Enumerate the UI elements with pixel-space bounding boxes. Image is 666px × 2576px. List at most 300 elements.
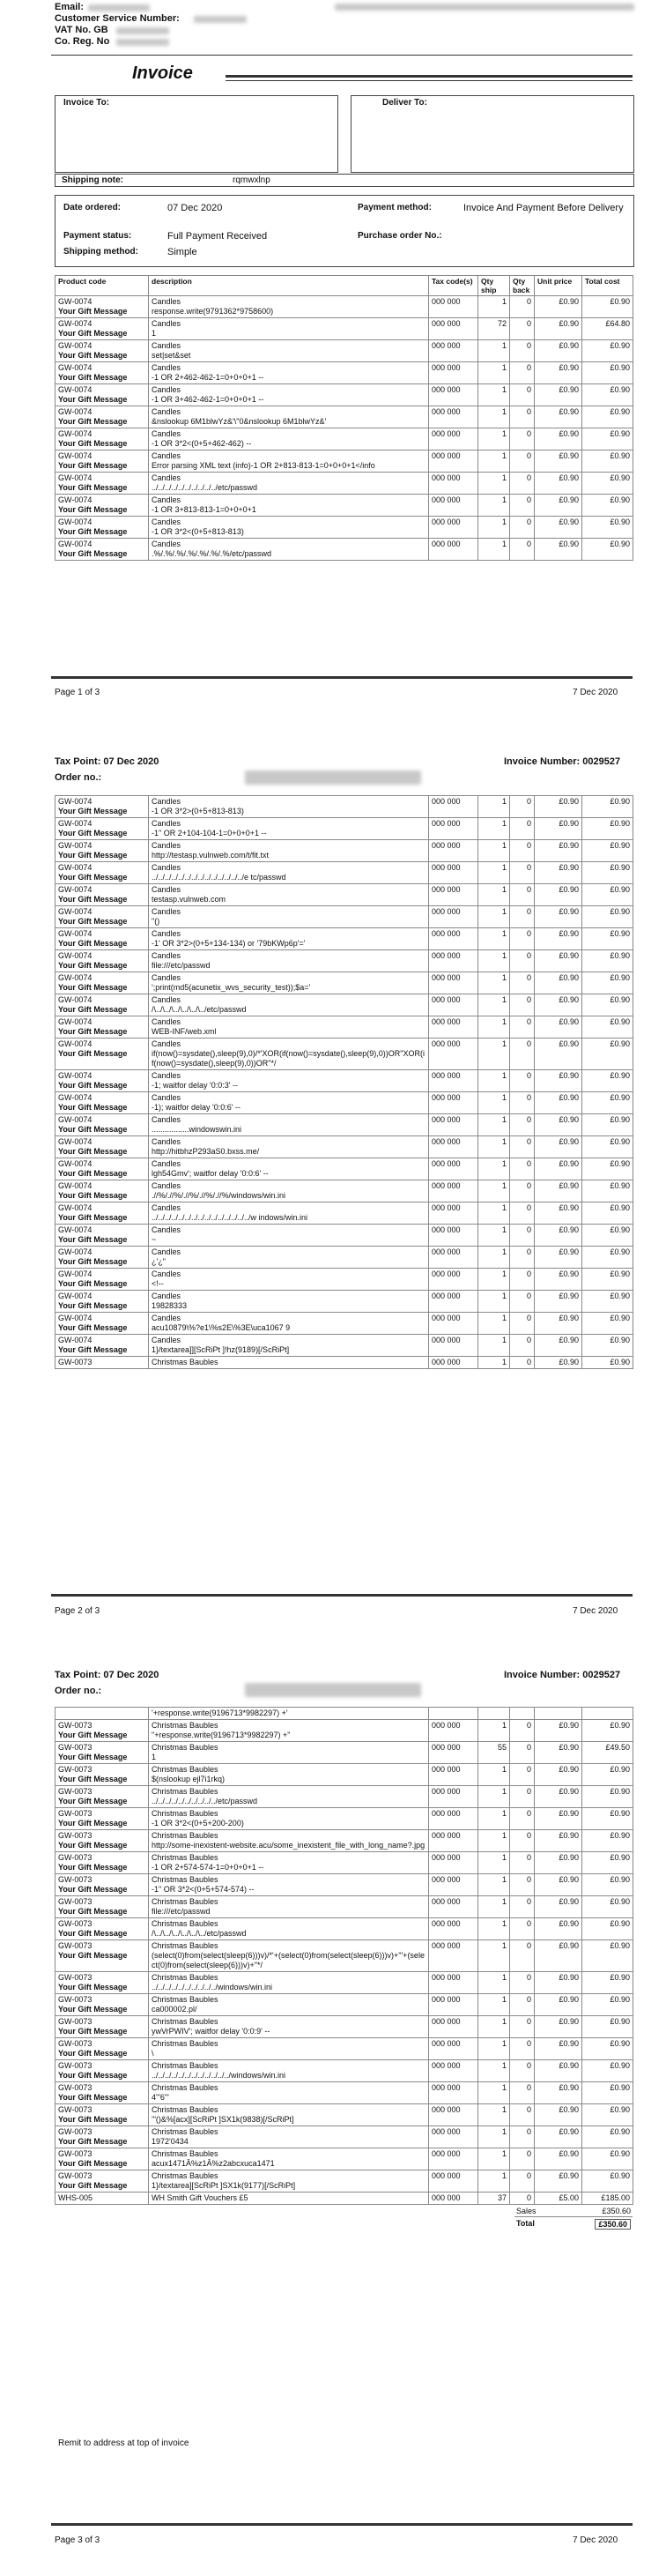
product-code: GW-0074 — [58, 1181, 92, 1190]
qty-back-cell: 0 — [510, 1786, 535, 1808]
unit-price-cell: £5.00 — [535, 2193, 582, 2205]
invoice-to-label: Invoice To: — [63, 98, 110, 108]
product-code-cell — [56, 862, 149, 884]
description-cell — [149, 906, 429, 928]
total-cost-cell: £0.90 — [582, 450, 633, 473]
description-cell — [149, 1786, 429, 1808]
qty-ship-cell: 1 — [478, 2170, 510, 2193]
description-cell — [149, 406, 429, 428]
qty-ship-cell: 1 — [478, 2060, 510, 2082]
table-row — [56, 1940, 633, 1972]
tax-codes-cell: 000 000 — [429, 906, 478, 928]
page1-date: 7 Dec 2020 — [573, 688, 618, 697]
qty-back-cell: 0 — [510, 2038, 535, 2060]
gift-message-label: Your Gift Message — [58, 1279, 128, 1288]
qty-ship-cell: 1 — [478, 384, 510, 406]
page2-order-no-redacted — [245, 771, 421, 785]
total-cost-cell: £185.00 — [582, 2193, 633, 2205]
product-name: Candles — [152, 473, 181, 482]
product-code: GW-0074 — [58, 973, 92, 982]
table-row — [56, 2193, 633, 2205]
tax-codes-cell: 000 000 — [429, 972, 478, 994]
gift-message: -1 OR 3*2<(0+5+200-200) — [152, 1819, 244, 1828]
qty-back-cell: 0 — [510, 884, 535, 906]
gift-message-label: Your Gift Message — [58, 395, 128, 404]
gift-message: ../../../../../../../../../../../../windows/win.ini — [152, 2071, 286, 2080]
table-row — [56, 428, 633, 450]
qty-back-cell: 0 — [510, 818, 535, 840]
product-code-cell — [56, 1742, 149, 1764]
gift-message: '"()&%[acx][ScRiPt ]SX1k(9838)[/ScRiPt] — [152, 2115, 294, 2124]
gift-message: -1 OR 3*2<(0+5+813-813) — [152, 527, 244, 536]
qty-back-cell: 0 — [510, 2126, 535, 2148]
tax-codes-cell: 000 000 — [429, 1247, 478, 1269]
unit-price-cell: £0.90 — [535, 1114, 582, 1136]
description-cell — [149, 2038, 429, 2060]
gift-message: .//%/.//%/.//%/.//%/.//%/windows/win.ini — [152, 1191, 286, 1200]
unit-price-cell: £0.90 — [535, 1158, 582, 1180]
total-value: £350.60 — [595, 2219, 631, 2230]
gift-message: lgh54Gmv'; waitfor delay '0:0:6' -- — [152, 1169, 269, 1178]
table-row — [56, 2104, 633, 2126]
total-cost-cell: £0.90 — [582, 1016, 633, 1039]
qty-back-cell: 0 — [510, 2148, 535, 2170]
product-name: Candles — [152, 429, 181, 438]
description-cell — [149, 1972, 429, 1994]
description-cell — [149, 1016, 429, 1039]
product-code: GW-0073 — [58, 1941, 92, 1950]
product-code-cell — [56, 1269, 149, 1291]
gift-message-label: Your Gift Message — [58, 505, 128, 514]
description-cell — [149, 2082, 429, 2104]
tax-codes-cell: 000 000 — [429, 296, 478, 318]
page2-invoice-number: Invoice Number: 0029527 — [504, 756, 621, 767]
table-row — [56, 840, 633, 862]
product-code: GW-0074 — [58, 929, 92, 938]
product-name: Christmas Baubles — [152, 1897, 218, 1906]
tax-codes-cell: 000 000 — [429, 818, 478, 840]
table-row — [56, 1918, 633, 1940]
product-code: GW-0074 — [58, 1017, 92, 1026]
product-name: Candles — [152, 841, 181, 850]
tax-codes-cell: 000 000 — [429, 1764, 478, 1786]
page3-date: 7 Dec 2020 — [573, 2535, 618, 2545]
unit-price-cell: £0.90 — [535, 428, 582, 450]
description-cell — [149, 884, 429, 906]
total-cost-cell: £0.90 — [582, 340, 633, 362]
table-row — [56, 473, 633, 495]
table-row — [56, 884, 633, 906]
gift-message-label: Your Gift Message — [58, 2159, 128, 2168]
tax-codes-cell: 000 000 — [429, 495, 478, 517]
gift-message: -1" OR 3*2<(0+5+574-574) -- — [152, 1885, 255, 1894]
product-code: GW-0073 — [58, 1787, 92, 1796]
description-cell — [149, 296, 429, 318]
description-cell — [149, 340, 429, 362]
product-code: GW-0074 — [58, 907, 92, 916]
product-code-cell — [56, 950, 149, 972]
qty-back-cell: 0 — [510, 539, 535, 561]
tax-codes-cell: 000 000 — [429, 1225, 478, 1247]
tax-codes-cell: 000 000 — [429, 2170, 478, 2193]
qty-ship-cell: 1 — [478, 1039, 510, 1070]
description-cell — [149, 1225, 429, 1247]
product-name: Christmas Baubles — [152, 2061, 218, 2070]
table-row — [56, 1039, 633, 1070]
tax-codes-cell: 000 000 — [429, 950, 478, 972]
shipping-method-label: Shipping method: — [63, 247, 138, 257]
table-row — [56, 1136, 633, 1158]
qty-ship-cell: 1 — [478, 884, 510, 906]
product-code-cell — [56, 2060, 149, 2082]
unit-price-cell: £0.90 — [535, 840, 582, 862]
product-code-cell — [56, 296, 149, 318]
total-cost-cell: £0.90 — [582, 406, 633, 428]
unit-price-cell: £0.90 — [535, 1269, 582, 1291]
qty-back-cell: 0 — [510, 517, 535, 539]
gift-message: -1 OR 3*2>(0+5+813-813) — [152, 807, 244, 815]
qty-back-cell: 0 — [510, 1994, 535, 2016]
qty-back-cell: 0 — [510, 340, 535, 362]
product-name: Candles — [152, 885, 181, 894]
product-code: GW-0073 — [58, 2083, 92, 2092]
total-cost-cell: £0.90 — [582, 884, 633, 906]
product-code-cell — [56, 1092, 149, 1114]
gift-message-label: Your Gift Message — [58, 1147, 128, 1156]
product-name: Candles — [152, 363, 181, 372]
product-name: Candles — [152, 797, 181, 806]
tax-codes-cell: 000 000 — [429, 517, 478, 539]
product-name: Christmas Baubles — [152, 1919, 218, 1928]
qty-ship-cell: 1 — [478, 1225, 510, 1247]
invoice-title: Invoice — [132, 63, 193, 83]
product-name: Christmas Baubles — [152, 2127, 218, 2136]
total-cost-cell: £0.90 — [582, 1764, 633, 1786]
product-code-cell — [56, 1202, 149, 1225]
tax-codes-cell: 000 000 — [429, 1742, 478, 1764]
gift-message-label: Your Gift Message — [58, 1819, 128, 1828]
product-code-cell — [56, 495, 149, 517]
gift-message-label: Your Gift Message — [58, 1169, 128, 1178]
total-cost-cell: £0.90 — [582, 972, 633, 994]
product-code: WHS-005 — [58, 2193, 93, 2202]
unit-price-cell: £0.90 — [535, 1291, 582, 1313]
description-cell — [149, 384, 429, 406]
gift-message: .%/.%/.%/.%/.%/.%/.%/etc/passwd — [152, 549, 272, 558]
table-row — [56, 384, 633, 406]
qty-ship-cell: 1 — [478, 1357, 510, 1369]
product-code-cell — [56, 972, 149, 994]
gift-message-label: Your Gift Message — [58, 1345, 128, 1354]
qty-ship-cell: 1 — [478, 928, 510, 950]
tax-codes-cell: 000 000 — [429, 1039, 478, 1070]
description-cell — [149, 994, 429, 1016]
product-code: GW-0073 — [58, 1765, 92, 1774]
gift-message: 1 — [152, 1753, 157, 1761]
description-cell — [149, 862, 429, 884]
gift-message: <!-- — [152, 1279, 164, 1288]
product-name: Candles — [152, 1039, 181, 1048]
product-code-cell — [56, 2082, 149, 2104]
address-redacted — [335, 4, 634, 11]
gift-message-label: Your Gift Message — [58, 1027, 128, 1036]
description-cell — [149, 1180, 429, 1202]
tax-codes-cell: 000 000 — [429, 1016, 478, 1039]
co-reg-label: Co. Reg. No — [55, 36, 110, 47]
description-cell — [149, 2148, 429, 2170]
qty-ship-cell: 1 — [478, 2082, 510, 2104]
description-cell — [149, 796, 429, 818]
qty-ship-cell: 1 — [478, 950, 510, 972]
gift-message-label: Your Gift Message — [58, 307, 128, 316]
product-code: GW-0074 — [58, 841, 92, 850]
gift-message: testasp.vulnweb.com — [152, 895, 226, 904]
product-name: Candles — [152, 1247, 181, 1256]
product-code-cell — [56, 818, 149, 840]
unit-price-cell: £0.90 — [535, 495, 582, 517]
col-description: description — [149, 276, 429, 296]
gift-message: http://hitbhzP293aS0.bxss.me/ — [152, 1147, 260, 1156]
shipping-note-value: rqmwxlnp — [233, 175, 270, 185]
product-code-cell — [56, 1830, 149, 1852]
date-ordered-label: Date ordered: — [63, 203, 122, 212]
date-ordered-value: 07 Dec 2020 — [167, 203, 223, 213]
product-name: Candles — [152, 341, 181, 350]
phone-redacted — [194, 16, 247, 23]
product-name: Christmas Baubles — [152, 1973, 218, 1982]
page2-date: 7 Dec 2020 — [573, 1606, 618, 1616]
qty-ship-cell: 1 — [478, 862, 510, 884]
qty-back-cell: 0 — [510, 2060, 535, 2082]
qty-back-cell: 0 — [510, 1291, 535, 1313]
product-code: GW-0074 — [58, 1071, 92, 1080]
qty-back-cell: 0 — [510, 1742, 535, 1764]
qty-ship-cell: 1 — [478, 450, 510, 473]
qty-back-cell: 0 — [510, 1269, 535, 1291]
gift-message: .................windowswin.ini — [152, 1125, 242, 1134]
qty-ship-cell: 1 — [478, 1291, 510, 1313]
product-code-cell — [56, 1786, 149, 1808]
unit-price-cell: £0.90 — [535, 796, 582, 818]
qty-ship-cell: 1 — [478, 1830, 510, 1852]
qty-ship-cell: 1 — [478, 1180, 510, 1202]
product-name: Candles — [152, 385, 181, 394]
total-cost-cell: £0.90 — [582, 1874, 633, 1896]
qty-ship-cell: 1 — [478, 1136, 510, 1158]
tax-codes-cell: 000 000 — [429, 1852, 478, 1874]
gift-message: Error parsing XML text (info)-1 OR 2+813-813-1=0+0+0+1</info — [152, 461, 375, 470]
qty-ship-cell: 1 — [478, 2016, 510, 2038]
product-code: GW-0073 — [58, 2061, 92, 2070]
coreg-redacted — [116, 39, 169, 46]
table-row — [56, 296, 633, 318]
product-code: GW-0074 — [58, 540, 92, 548]
product-code: GW-0074 — [58, 363, 92, 372]
page2-label: Page 2 of 3 — [55, 1606, 100, 1616]
unit-price-cell: £0.90 — [535, 884, 582, 906]
product-name: Christmas Baubles — [152, 2105, 218, 2114]
product-code: GW-0074 — [58, 1159, 92, 1168]
product-name: Candles — [152, 1336, 181, 1344]
product-code-cell — [56, 1039, 149, 1070]
total-cost-cell: £0.90 — [582, 2082, 633, 2104]
product-code-cell — [56, 1247, 149, 1269]
product-code: GW-0074 — [58, 1137, 92, 1146]
gift-message-label: Your Gift Message — [58, 1929, 128, 1938]
total-cost-cell: £0.90 — [582, 1720, 633, 1742]
product-code-cell — [56, 428, 149, 450]
product-code-cell — [56, 796, 149, 818]
product-code-cell — [56, 362, 149, 384]
gift-message-label: Your Gift Message — [58, 1731, 128, 1739]
gift-message: -1); waitfor delay '0:0:6' -- — [152, 1103, 240, 1112]
gift-message: if(now()=sysdate(),sleep(9),0)/*'XOR(if(now()=sysdate(),sleep(9),0))OR"XOR(if(now()=sysdate(),sleep(9),0))OR"*/ — [152, 1049, 425, 1068]
description-cell — [149, 1896, 429, 1918]
qty-back-cell: 0 — [510, 495, 535, 517]
qty-ship-cell: 1 — [478, 1786, 510, 1808]
tax-codes-cell: 000 000 — [429, 2148, 478, 2170]
gift-message-label: Your Gift Message — [58, 461, 128, 470]
gift-message: http://testasp.vulnweb.com/t/fit.txt — [152, 851, 270, 860]
total-cost-cell: £0.90 — [582, 1136, 633, 1158]
description-cell — [149, 1092, 429, 1114]
qty-ship-cell: 1 — [478, 1016, 510, 1039]
product-code-cell — [56, 318, 149, 340]
qty-ship-cell: 1 — [478, 818, 510, 840]
gift-message-label: Your Gift Message — [58, 1005, 128, 1014]
gift-message: -1 OR 2+574-574-1=0+0+0+1 -- — [152, 1863, 264, 1872]
gift-message-label: Your Gift Message — [58, 1257, 128, 1266]
col-product-code: Product code — [56, 276, 149, 296]
product-code-cell — [56, 384, 149, 406]
qty-back-cell: 0 — [510, 950, 535, 972]
product-name: Christmas Baubles — [152, 1765, 218, 1774]
product-code-cell — [56, 1225, 149, 1247]
qty-back-cell: 0 — [510, 1180, 535, 1202]
gift-message: -1 OR 2+462-462-1=0+0+0+1 -- — [152, 373, 264, 382]
gift-message: http://some-inexistent-website.acu/some_inexistent_file_with_long_name?.jpg — [152, 1841, 426, 1850]
product-code: GW-0074 — [58, 297, 92, 306]
col-unit-price: Unit price — [535, 276, 582, 296]
product-code-cell — [56, 1918, 149, 1940]
product-code: GW-0074 — [58, 1269, 92, 1278]
table-row — [56, 1016, 633, 1039]
unit-price-cell: £0.90 — [535, 340, 582, 362]
product-name: Christmas Baubles — [152, 1809, 218, 1818]
tax-codes-cell: 000 000 — [429, 1786, 478, 1808]
tax-codes-cell: 000 000 — [429, 1269, 478, 1291]
gift-message-label: Your Gift Message — [58, 2005, 128, 2014]
qty-ship-cell: 1 — [478, 2038, 510, 2060]
gift-message: 1}/textarea][ScRiPt ]SX1k(9177)[/ScRiPt] — [152, 2181, 296, 2190]
gift-message-label: Your Gift Message — [58, 2071, 128, 2080]
unit-price-cell: £0.90 — [535, 2170, 582, 2193]
product-code-cell — [56, 1874, 149, 1896]
tax-codes-cell: 000 000 — [429, 318, 478, 340]
qty-back-cell: 0 — [510, 862, 535, 884]
unit-price-cell: £0.90 — [535, 1357, 582, 1369]
description-cell — [149, 2060, 429, 2082]
unit-price-cell: £0.90 — [535, 2082, 582, 2104]
product-code: GW-0074 — [58, 885, 92, 894]
product-code: GW-0073 — [58, 2105, 92, 2114]
product-code-cell — [56, 1896, 149, 1918]
description-cell — [149, 1313, 429, 1335]
product-code: GW-0073 — [58, 2039, 92, 2048]
product-name: Christmas Baubles — [152, 2017, 218, 2026]
qty-back-cell: 0 — [510, 972, 535, 994]
qty-back-cell: 0 — [510, 1070, 535, 1092]
table-row — [56, 818, 633, 840]
table-row — [56, 1972, 633, 1994]
product-code-cell — [56, 1720, 149, 1742]
product-code: GW-0074 — [58, 951, 92, 960]
items-table-page2 — [55, 795, 633, 1369]
product-code-cell — [56, 994, 149, 1016]
table-row — [56, 1742, 633, 1764]
gift-message-label: Your Gift Message — [58, 329, 128, 338]
product-code-cell — [56, 1114, 149, 1136]
product-name: Candles — [152, 1017, 181, 1026]
unit-price-cell: £0.90 — [535, 2016, 582, 2038]
product-code-cell — [56, 928, 149, 950]
gift-message: response.write(9791362*9758600) — [152, 307, 274, 316]
gift-message: file:///etc/passwd — [152, 961, 211, 970]
table-row — [56, 906, 633, 928]
qty-ship-cell: 1 — [478, 1896, 510, 1918]
gift-message-label: Your Gift Message — [58, 1797, 128, 1805]
qty-back-cell: 0 — [510, 1313, 535, 1335]
qty-ship-cell: 1 — [478, 2148, 510, 2170]
qty-back-cell: 0 — [510, 384, 535, 406]
unit-price-cell: £0.90 — [535, 994, 582, 1016]
description-cell — [149, 1994, 429, 2016]
table-row — [56, 950, 633, 972]
product-code: GW-0073 — [58, 1721, 92, 1730]
product-code: GW-0074 — [58, 429, 92, 438]
product-code: GW-0073 — [58, 2017, 92, 2026]
table-row — [56, 517, 633, 539]
description-cell — [149, 972, 429, 994]
product-name: Candles — [152, 1159, 181, 1168]
gift-message: set|set&set — [152, 351, 191, 360]
total-cost-cell: £0.90 — [582, 928, 633, 950]
qty-back-cell: 0 — [510, 1247, 535, 1269]
unit-price-cell: £0.90 — [535, 1016, 582, 1039]
gift-message-label: Your Gift Message — [58, 1081, 128, 1090]
table-row — [56, 1225, 633, 1247]
description-cell — [149, 1918, 429, 1940]
product-code: GW-0073 — [58, 1875, 92, 1884]
qty-ship-cell: 1 — [478, 1808, 510, 1830]
total-cost-cell: £0.90 — [582, 1786, 633, 1808]
description-cell — [149, 1830, 429, 1852]
qty-back-cell: 0 — [510, 1896, 535, 1918]
qty-ship-cell: 1 — [478, 296, 510, 318]
gift-message: ';print(md5(acunetix_wvs_security_test));$a=' — [152, 983, 311, 992]
email-redacted — [88, 4, 150, 11]
product-code: GW-0073 — [58, 1995, 92, 2004]
product-name: Candles — [152, 319, 181, 328]
tax-codes-cell: 000 000 — [429, 362, 478, 384]
qty-ship-cell: 1 — [478, 796, 510, 818]
shipping-method-value: Simple — [167, 247, 197, 257]
product-name: Candles — [152, 907, 181, 916]
description-cell — [149, 539, 429, 561]
product-name: Candles — [152, 407, 181, 416]
qty-back-cell: 0 — [510, 2193, 535, 2205]
gift-message-label: Your Gift Message — [58, 1885, 128, 1894]
